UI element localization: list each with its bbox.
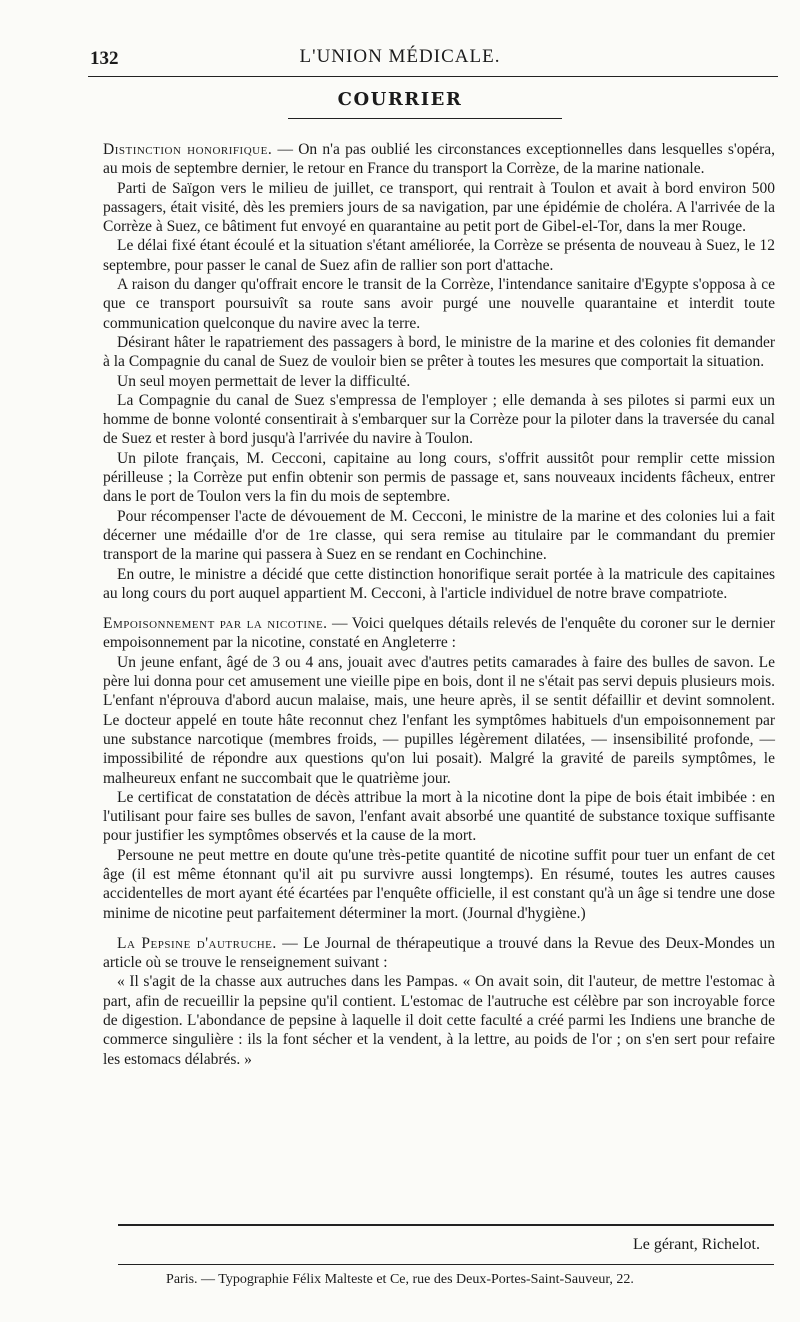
- footer-rule: [118, 1224, 774, 1226]
- running-title: L'UNION MÉDICALE.: [299, 46, 501, 67]
- printer-rule: [118, 1264, 774, 1265]
- paragraph: En outre, le ministre a décidé que cette distinction honorifique serait portée à la matricule des capitaines au long cours du port auquel appartient M. Cecconi, à l'article individuel de notre brave compatriote.: [103, 565, 775, 602]
- signature: Le gérant, Richelot.: [632, 1236, 760, 1253]
- page-number: 132: [90, 48, 119, 69]
- paragraph: Un pilote français, M. Cecconi, capitaine au long cours, s'offrit aussitôt pour remplir cette mission périlleuse ; la Corrèze put enfin obtenir son permis de passage et, sans nouveaux incidents fâcheux, entrer dans le port de Toulon vers la fin du mois de septembre.: [103, 449, 775, 506]
- paragraph: Un jeune enfant, âgé de 3 ou 4 ans, jouait avec d'autres petits camarades à faire des bulles de savon. Le père lui donna pour cet amusement une vieille pipe en bois, dont il ne s'était pas servi depuis plusieurs mois. L'enfant n'éprouva d'abord aucun malaise, mais, une heure après, il se sentit défaillir et devint somnolent. Le docteur appelé en toute hâte reconnut chez l'enfant les symptômes habituels d'un empoisonnement par une substance narcotique (membres froids, — pupilles légèrement dilatées, — insensibilité profonde, — impossibilité de répondre aux questions qu'on lui posait). Malgré la gravité de pareils symptômes, le malheureux enfant ne succombait que le quatrième jour.: [103, 653, 775, 787]
- printer-line: Paris. — Typographie Félix Malteste et Ce, rue des Deux-Portes-Saint-Sauveur, 22.: [166, 1272, 634, 1287]
- subsection-lead: La Pepsine d'autruche.: [117, 934, 277, 952]
- paragraph: Le certificat de constatation de décès attribue la mort à la nicotine dont la pipe de bois était imbibée : en l'utilisant pour faire ses bulles de savon, l'enfant avait absorbé une quantité de substance toxique suffisante pour justifier les symptômes observés et la cause de la mort.: [103, 788, 775, 845]
- paragraph-pepsine-intro: La Pepsine d'autruche. — Le Journal de thérapeutique a trouvé dans la Revue des Deux-Mondes un article où se trouve le renseignement suivant :: [103, 934, 775, 972]
- paragraph: « Il s'agit de la chasse aux autruches dans les Pampas. « On avait soin, dit l'auteur, de mettre l'estomac à part, afin de recueillir la pepsine qu'il contient. L'estomac de l'autruche est célèbre par son incroyable force de digestion. L'abondance de pepsine à laquelle il doit cette faculté a créé parmi les Indiens une branche de commerce singulière : ils la font sécher et la vendent, à la lettre, au poids de l'or ; on s'en sert pour refaire les estomacs délabrés. »: [103, 973, 775, 1068]
- paragraph-distinction-intro: Distinction honorifique. — On n'a pas oublié les circonstances exceptionnelles dans lesquelles s'opéra, au mois de septembre dernier, le retour en France du transport la Corrèze, de la marine nationale.: [103, 141, 775, 178]
- article-body: [103, 140, 775, 1069]
- paragraph: Pour récompenser l'acte de dévouement de M. Cecconi, le ministre de la marine et des colonies lui a fait décerner une médaille d'or de 1re classe, qui sera remise au titulaire par le commandant du premier transport de la marine qui passera à Suez en se rendant en Cochinchine.: [103, 507, 775, 564]
- paragraph-nicotine-intro: Empoisonnement par la nicotine. — Voici quelques détails relevés de l'enquête du coroner sur le dernier empoisonnement par la nicotine, constaté en Angleterre :: [103, 615, 775, 652]
- paragraph: Un seul moyen permettait de lever la difficulté.: [117, 372, 411, 390]
- paragraph: La Compagnie du canal de Suez s'empressa de l'employer ; elle demanda à ses pilotes si parmi eux un homme de bonne volonté consentirait à s'embarquer sur la Corrèze pour la piloter dans la traversée du canal de Suez et rester à bord jusqu'à l'arrivée du navire à Toulon.: [103, 391, 775, 448]
- subsection-lead: Empoisonnement par la nicotine.: [103, 615, 328, 633]
- section-title: COURRIER: [337, 89, 463, 110]
- paragraph: Désirant hâter le rapatriement des passagers à bord, le ministre de la marine et des colonies fit demander à la Compagnie du canal de Suez de vouloir bien se prêter à toutes les mesures que comportait la situation.: [103, 333, 775, 371]
- header-rule: [88, 76, 778, 77]
- paragraph: A raison du danger qu'offrait encore le transit de la Corrèze, l'intendance sanitaire d'Egypte s'opposa à ce que ce transport poursuivît sa route sans avoir purgé une nouvelle quarantaine et interdit toute communication quelconque du navire avec la terre.: [103, 276, 775, 332]
- paragraph: Le délai fixé étant écoulé et la situation s'étant améliorée, la Corrèze se présenta de nouveau à Suez, le 12 septembre, pour passer le canal de Suez afin de rallier son port d'attache.: [103, 237, 775, 274]
- paragraph: Persoune ne peut mettre en doute qu'une très-petite quantité de nicotine suffit pour tuer un enfant de cet âge (il est même étonnant qu'il ait pu survivre aussi longtemps). En résumé, toutes les autres causes accidentelles de mort ayant été écartées par l'enquête officielle, il est constant qu'à un âge si tendre une dose minime de nicotine peut parfaitement déterminer la mort. (Journal d'hygiène.): [103, 846, 775, 922]
- subsection-lead: Distinction honorifique.: [103, 141, 273, 158]
- section-title-rule: [288, 118, 562, 119]
- paragraph: Parti de Saïgon vers le milieu de juillet, ce transport, qui rentrait à Toulon et avait à bord environ 500 passagers, était visité, dès les premiers jours de sa navigation, par une épidémie de choléra. A l'arrivée de la Corrèze à Suez, ce bâtiment fut envoyé en quarantaine au petit port de Gibel-el-Tor, dans la mer Rouge.: [103, 179, 775, 236]
